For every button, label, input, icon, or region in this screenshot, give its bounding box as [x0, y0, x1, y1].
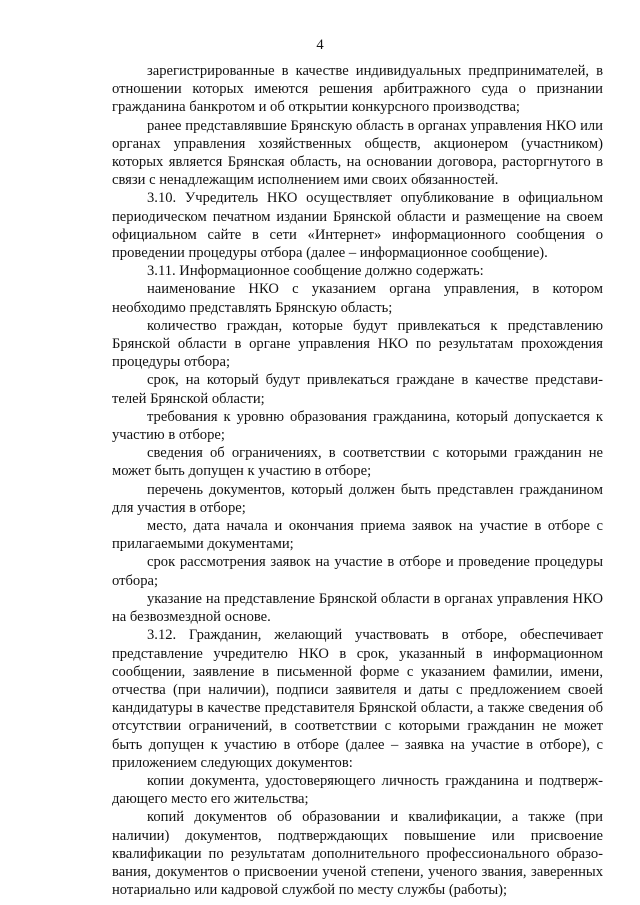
- paragraph-restrictions: сведения об ограничениях, в соответствии с которыми гражданин не может быть допущен к участию в отборе;: [112, 445, 603, 480]
- paragraph-3-12-application: 3.12. Гражданин, желающий участвовать в отборе, обеспечивает представление учредителю НКО в срок, указанный в информационном сообщении, заявление в письменной форме с указанием фамилии, имени, отчества (при наличии), подписи заявителя и даты с предложением своей кандидатуры в качестве представителя Брянской области, а также сведения об отсутствии ограничений, в соответствии с которыми гражданин не может быть допущен к участию в отборе (далее – заявка на участие в отборе), с приложением следующих документов:: [112, 627, 603, 771]
- paragraph-3-10-publication: 3.10. Учредитель НКО осуществляет опубликование в официальном периодическом печатном издании Брянской области и размещение на своем официальном сайте в сети «Интернет» информационного сообщения о проведении процедуры отбора (далее – информационное сообщение).: [112, 190, 603, 262]
- paragraph-nko-name: наименование НКО с указанием органа управления, в котором необходимо представлять Брянскую область;: [112, 281, 603, 316]
- paragraph-review-period: срок рассмотрения заявок на участие в отборе и проведение процедуры отбора;: [112, 554, 603, 589]
- paragraph-education-copies: копий документов об образовании и квалификации, а также (при наличии) документов, подтверждающих повышение или присвоение квалификации по результатам дополнительного профессионального образования, документов о присвоении ученой степени, ученого звания, заверенных нотариально или кадровой службой по месту службы (работы);: [112, 809, 603, 899]
- paragraph-application-place-dates: место, дата начала и окончания приема заявок на участие в отборе с прилагаемыми документами;: [112, 518, 603, 553]
- paragraph-3-11-heading: 3.11. Информационное сообщение должно содержать:: [147, 263, 484, 280]
- paragraph-document-list: перечень документов, который должен быть представлен гражданином для участия в отборе;: [112, 481, 603, 516]
- paragraph-bankrupt-entrepreneurs: зарегистрированные в качестве индивидуальных предпринимателей, в отношении которых имеются решения арбитражного суда о признании гражданина банкротом и об открытии конкурсного производства;: [112, 63, 603, 116]
- document-body: [112, 62, 603, 899]
- paragraph-education-requirements: требования к уровню образования гражданина, который допускается к участию в отборе;: [112, 408, 603, 444]
- paragraph-free-of-charge: указание на представление Брянской области в органах управления НКО на безвозмездной основе.: [112, 590, 603, 626]
- paragraph-citizen-count: количество граждан, которые будут привлекаться к представлению Брянской области в органе управления НКО по результатам прохождения процедуры отбора;: [112, 317, 603, 371]
- paragraph-identity-copy: копии документа, удостоверяющего личность гражданина и подтверждающего место его жительства;: [112, 772, 603, 808]
- page-number: 4: [316, 37, 324, 53]
- paragraph-former-representatives: ранее представлявшие Брянскую область в органах управления НКО или органах управления хозяйственных обществ, акционером (участником) которых является Брянская область, на основании договора, расторгнутого в связи с ненадлежащим исполнением ими своих обязанностей.: [112, 117, 603, 189]
- paragraph-term: срок, на который будут привлекаться граждане в качестве представителей Брянской области;: [112, 372, 603, 407]
